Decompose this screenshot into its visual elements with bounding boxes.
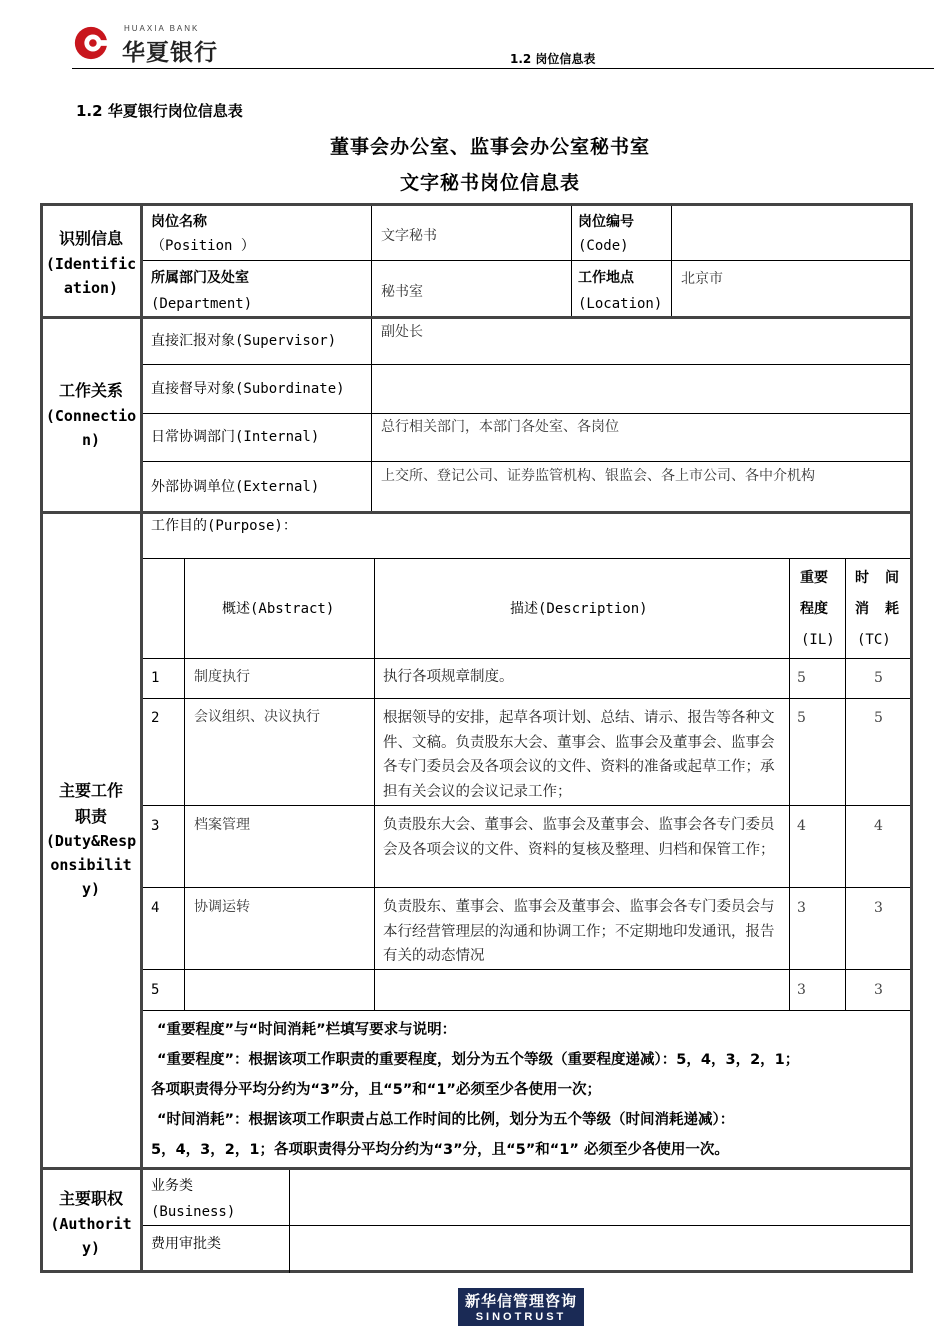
id-col-divider-2: [571, 206, 572, 316]
duty-col-divider-4: [845, 558, 846, 1010]
connection-section-label: [43, 378, 139, 452]
authority-section-label: [43, 1186, 139, 1260]
duty-row-3-tc: 4: [874, 818, 883, 834]
identification-section-label: [43, 226, 139, 300]
duty-row-2-description: 根据领导的安排，起草各项计划、总结、请示、报告等各种文件、文稿。负责股东大会、董事会、监事会及董事会、监事会各专门委员会及各项会议的文件、资料的准备或起草工作；承担有关会议的会议记录工作；: [383, 710, 775, 800]
internal-value: 总行相关部门，本部门各处室、各岗位: [381, 419, 619, 435]
duty-row-1-description: 执行各项规章制度。: [383, 669, 514, 685]
section-divider-3: [40, 1167, 913, 1170]
huaxia-bank-logo-icon: [72, 24, 110, 62]
bank-name-cn: 华夏银行: [122, 40, 218, 66]
duty-row-1-abstract: 制度执行: [194, 669, 250, 685]
note-line-2: “重要程度”：根据该项工作职责的重要程度，划分为五个等级（重要程度递减）：5，4，3，2，1；: [157, 1052, 800, 1068]
location-label-en: (Location): [578, 296, 663, 312]
id-col-divider-1: [371, 206, 372, 316]
duty-row-divider-2: [143, 805, 910, 806]
col-tc-header-1: 时 间: [855, 570, 900, 586]
business-label: 业务类: [151, 1178, 193, 1194]
duty-row-divider-head: [143, 658, 910, 659]
position-value: 文字秘书: [381, 228, 437, 244]
rating-notes: [151, 1015, 906, 1165]
document-title-line2: 文字秘书岗位信息表: [399, 172, 580, 194]
connection-label-en: (Connection): [45, 406, 137, 449]
duty-row-4-no: 4: [151, 900, 160, 916]
duty-row-divider-4: [143, 969, 910, 970]
sinotrust-logo: [458, 1288, 584, 1326]
position-label-en: （Position ）: [151, 238, 255, 254]
document-title-line1: 董事会办公室、监事会办公室秘书室: [329, 136, 650, 158]
department-value: 秘书室: [381, 284, 423, 300]
duty-label-cn1: 主要工作: [58, 781, 123, 800]
authority-label-en: (Authority): [50, 1214, 132, 1257]
duty-label-cn2: 职责: [74, 806, 107, 826]
page-header-title: 1.2 岗位信息表: [510, 52, 596, 66]
duty-row-divider-1: [143, 698, 910, 699]
col-abstract-header: 概述(Abstract): [222, 601, 335, 617]
duty-row-divider-purpose: [143, 558, 910, 559]
duty-row-4-il: 3: [797, 900, 806, 916]
conn-row-divider-3: [143, 461, 910, 462]
section-divider-1: [40, 316, 913, 319]
bank-name-en: HUAXIA BANK: [124, 24, 200, 33]
location-label: 工作地点: [578, 270, 634, 286]
col-il-header-1: 重要: [800, 570, 828, 586]
supervisor-label: 直接汇报对象(Supervisor): [151, 333, 337, 349]
auth-row-divider: [143, 1225, 910, 1226]
conn-col-divider: [371, 319, 372, 511]
duty-row-2-il: 5: [797, 710, 806, 726]
identification-label-en: (Identification): [45, 254, 137, 297]
duty-row-1-no: 1: [151, 670, 160, 686]
external-label: 外部协调单位(External): [151, 479, 320, 495]
duty-row-4-tc: 3: [874, 900, 883, 916]
duty-row-divider-3: [143, 887, 910, 888]
duty-row-3-abstract: 档案管理: [194, 817, 250, 833]
note-line-4: “时间消耗”：根据该项工作职责占总工作时间的比例，划分为五个等级（时间消耗递减）：: [157, 1112, 735, 1128]
section-divider-2: [40, 511, 913, 514]
duty-row-1-il: 5: [797, 670, 806, 686]
conn-row-divider-2: [143, 413, 910, 414]
location-value: 北京市: [681, 271, 723, 287]
subordinate-label: 直接督导对象(Subordinate): [151, 381, 345, 397]
department-label: 所属部门及处室: [151, 270, 249, 286]
duty-row-3-no: 3: [151, 818, 160, 834]
position-label: 岗位名称: [151, 214, 207, 230]
col-il-header-3: (IL): [801, 632, 835, 648]
duty-row-1-tc: 5: [874, 670, 883, 686]
section-title: 1.2 华夏银行岗位信息表: [76, 102, 243, 120]
duty-row-3-description: 负责股东大会、董事会、监事会及董事会、监事会各专门委员会及各项会议的文件、资料的复核及整理、归档和保管工作；: [383, 817, 775, 858]
duty-row-divider-5: [143, 1010, 910, 1011]
duty-row-4-abstract: 协调运转: [194, 899, 250, 915]
auth-col-divider: [289, 1170, 290, 1273]
note-line-5: 5，4，3，2，1；各项职责得分平均分约为“3”分，且“5”和“1” 必须至少各使用一次。: [151, 1142, 729, 1158]
duty-section-label: [43, 778, 139, 901]
internal-label: 日常协调部门(Internal): [151, 429, 320, 445]
id-row-divider: [143, 260, 910, 261]
duty-row-2-abstract: 会议组织、决议执行: [194, 709, 320, 725]
duty-row-2-no: 2: [151, 710, 160, 726]
duty-label-en: (Duty&Responsibility): [45, 832, 137, 899]
duty-row-5-no: 5: [151, 982, 160, 998]
external-value: 上交所、登记公司、证券监管机构、银监会、各上市公司、各中介机构: [381, 468, 815, 484]
note-line-3: 各项职责得分平均分约为“3”分，且“5”和“1”必须至少各使用一次；: [151, 1082, 601, 1098]
duty-row-5-il: 3: [797, 982, 806, 998]
duty-row-5-tc: 3: [874, 982, 883, 998]
authority-label-cn: 主要职权: [58, 1189, 123, 1208]
duty-row-2-tc: 5: [874, 710, 883, 726]
footer-brand-en: SINOTRUST: [475, 1311, 567, 1323]
connection-label-cn: 工作关系: [58, 381, 123, 400]
id-col-divider-3: [671, 206, 672, 316]
expense-label: 费用审批类: [151, 1236, 221, 1252]
code-label: 岗位编号: [578, 214, 634, 230]
identification-label-cn: 识别信息: [58, 229, 123, 248]
code-label-en: (Code): [578, 238, 629, 254]
duty-col-divider-1: [184, 558, 185, 1010]
duty-row-4-description: 负责股东、董事会、监事会及董事会、监事会各专门委员会与本行经营管理层的沟通和协调工作；不定期地印发通讯，报告有关的动态情况: [383, 899, 775, 964]
header-divider: [72, 68, 934, 69]
col-il-header-2: 程度: [800, 601, 828, 617]
duty-col-divider-3: [789, 558, 790, 1010]
duty-col-divider-2: [374, 558, 375, 1010]
business-label-en: (Business): [151, 1204, 236, 1220]
col-description-header: 描述(Description): [510, 601, 648, 617]
col-tc-header-3: (TC): [857, 632, 891, 648]
col-tc-header-2: 消 耗: [855, 601, 900, 617]
duty-row-3-il: 4: [797, 818, 806, 834]
supervisor-value: 副处长: [381, 324, 423, 340]
department-label-en: (Department): [151, 296, 253, 312]
note-line-1: “重要程度”与“时间消耗”栏填写要求与说明：: [157, 1022, 457, 1038]
purpose-label: 工作目的(Purpose)：: [151, 518, 297, 534]
footer-brand-cn: 新华信管理咨询: [464, 1292, 577, 1310]
conn-row-divider-1: [143, 364, 910, 365]
